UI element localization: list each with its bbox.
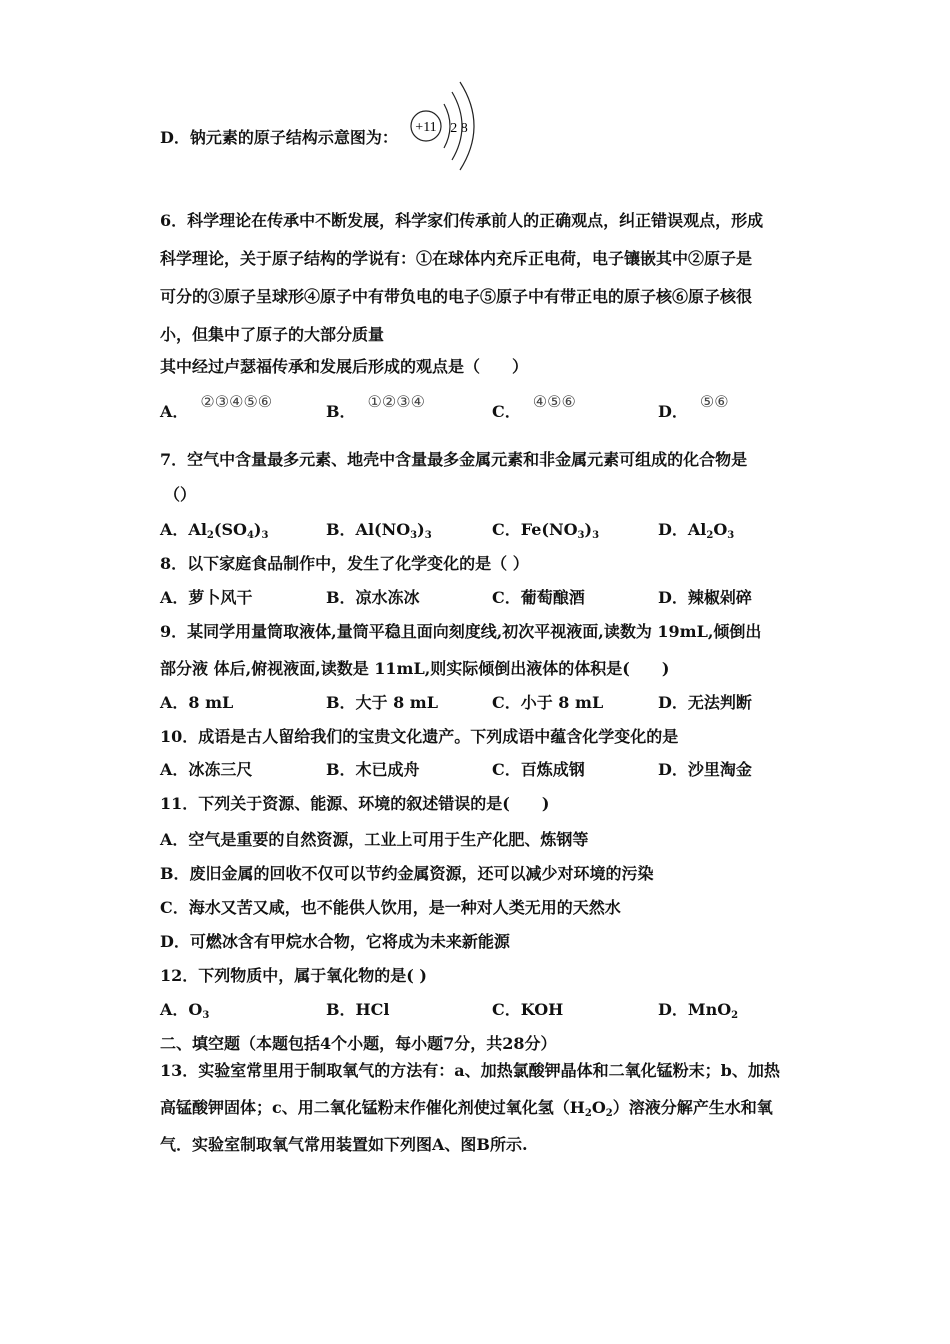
- q6-line-5: 其中经过卢瑟福传承和发展后形成的观点是（ ）: [160, 357, 529, 376]
- q9-line-2: 部分液 体后,俯视液面,读数是 11mL,则实际倾倒出液体的体积是( ): [160, 659, 670, 678]
- q10-stem: 10．成语是古人留给我们的宝贵文化遗产。下列成语中蕴含化学变化的是: [160, 727, 679, 746]
- q10-option-a: A．冰冻三尺: [160, 760, 253, 779]
- q12-option-b: B．HCl: [326, 1000, 390, 1019]
- q6-line-3: 可分的③原子呈球形④原子中有带负电的电子⑤原子中有带正电的原子核⑥原子核很: [160, 287, 753, 306]
- q10-option-d: D．沙里淘金: [658, 760, 752, 779]
- q6-option-a: A．②③④⑤⑥: [160, 392, 273, 421]
- q9-option-b: B．大于 8 mL: [326, 693, 438, 712]
- q8-option-d: D．辣椒剁碎: [658, 588, 752, 607]
- q7-option-d: D．$Al_2O_3$: [658, 520, 735, 541]
- sodium-atom-structure-diagram: [400, 76, 490, 176]
- q8-stem: 8．以下家庭食品制作中，发生了化学变化的是（ ）: [160, 554, 529, 573]
- q7-option-a: A．$Al_2(SO_4)_3$: [160, 520, 269, 541]
- q7-option-c: C．$Fe(NO_3)_3$: [492, 520, 600, 541]
- q8-option-c: C．葡萄酿酒: [492, 588, 585, 607]
- q9-option-d: D．无法判断: [658, 693, 752, 712]
- q9-line-1: 9．某同学用量筒取液体,量筒平稳且面向刻度线,初次平视液面,读数为 19mL,倾倒出: [160, 622, 762, 641]
- section-2-title: 二、填空题（本题包括4个小题，每小题7分，共28分）: [160, 1034, 557, 1053]
- q10-option-c: C．百炼成钢: [492, 760, 585, 779]
- q12-option-d: D．MnO$_2$: [658, 1000, 739, 1021]
- q6-option-b: B．①②③④: [326, 392, 425, 421]
- q7-line-2: （）: [164, 485, 197, 504]
- q11-option-a: A．空气是重要的自然资源，工业上可用于生产化肥、炼钢等: [160, 830, 589, 849]
- q11-option-b: B．废旧金属的回收不仅可以节约金属资源，还可以减少对环境的污染: [160, 864, 654, 883]
- q8-option-b: B．凉水冻冰: [326, 588, 420, 607]
- electron-shell-counts: 2 8: [450, 121, 468, 136]
- q7-option-b: B．$Al(NO_3)_3$: [326, 520, 432, 541]
- q10-option-b: B．木已成舟: [326, 760, 420, 779]
- q13-line-1: 13．实验室常里用于制取氧气的方法有：a、加热氯酸钾晶体和二氧化锰粉末；b、加热: [160, 1061, 780, 1080]
- q9-option-a: A．8 mL: [160, 693, 234, 712]
- q6-line-4: 小，但集中了原子的大部分质量: [160, 325, 385, 344]
- nucleus-charge: +11: [415, 120, 437, 135]
- q12-stem: 12．下列物质中，属于氧化物的是( ): [160, 966, 427, 985]
- q11-option-c: C．海水又苦又咸，也不能供人饮用，是一种对人类无用的天然水: [160, 898, 621, 917]
- q6-line-2: 科学理论，关于原子结构的学说有：①在球体内充斥正电荷，电子镶嵌其中②原子是: [160, 249, 753, 268]
- q9-option-c: C．小于 8 mL: [492, 693, 604, 712]
- q13-line-2: 高锰酸钾固体；c、用二氧化锰粉末作催化剂使过氧化氢$(H_2O_2)$溶液分解产生水和氧: [160, 1098, 773, 1119]
- q6-option-c: C．④⑤⑥: [492, 392, 576, 421]
- q11-option-d: D．可燃冰含有甲烷水合物，它将成为未来新能源: [160, 932, 510, 951]
- q6-option-d: D．⑤⑥: [658, 392, 729, 421]
- q12-option-c: C．KOH: [492, 1000, 564, 1019]
- q11-stem: 11．下列关于资源、能源、环境的叙述错误的是( ): [160, 794, 550, 813]
- q13-line-3: 气．实验室制取氧气常用装置如下列图A、图B所示.: [160, 1135, 528, 1154]
- q7-line-1: 7．空气中含量最多元素、地壳中含量最多金属元素和非金属元素可组成的化合物是: [160, 450, 748, 469]
- q5-option-d-label: D．钠元素的原子结构示意图为：: [160, 128, 398, 147]
- q8-option-a: A．萝卜风干: [160, 588, 253, 607]
- electron-shell-arc-1: [444, 104, 450, 148]
- q12-option-a: A．$O_3$: [160, 1000, 210, 1021]
- q6-line-1: 6．科学理论在传承中不断发展，科学家们传承前人的正确观点，纠正错误观点，形成: [160, 211, 764, 230]
